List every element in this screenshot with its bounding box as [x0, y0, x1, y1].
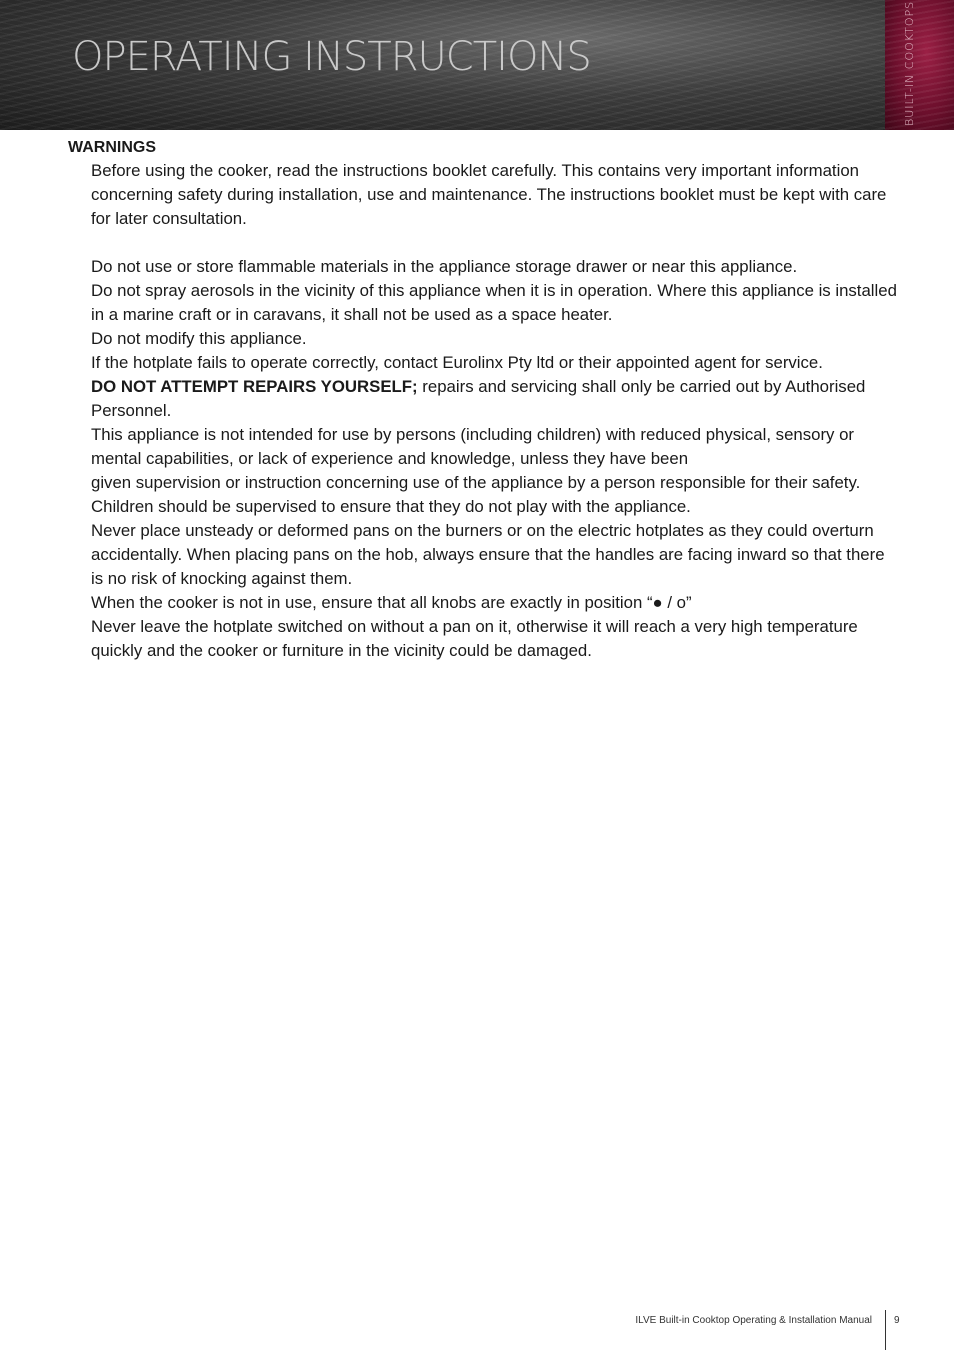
warning-paragraph-knobs: When the cooker is not in use, ensure that all knobs are exactly in position “● / o” [91, 593, 692, 612]
footer-manual-title: ILVE Built-in Cooktop Operating & Installation Manual [635, 1315, 872, 1326]
footer-divider [885, 1310, 886, 1350]
warning-paragraph-children: Children should be supervised to ensure that they do not play with the appliance. [91, 497, 691, 516]
warnings-heading: WARNINGS [68, 139, 156, 156]
page-number: 9 [894, 1315, 900, 1326]
repairs-text: repairs and servicing shall only be carried out by Authorised Personnel. [91, 377, 866, 420]
warning-paragraph-flammables: Do not use or store flammable materials in the appliance storage drawer or near this appliance. [91, 257, 798, 276]
page-title: OPERATING INSTRUCTIONS [72, 34, 591, 80]
section-side-tab [885, 0, 954, 130]
warning-paragraph-repairs [91, 375, 898, 423]
warning-paragraph-capabilities: This appliance is not intended for use by persons (including children) with reduced physical, sensory or mental capabilities, or lack of experience and knowledge, unless they have been [91, 425, 855, 468]
paragraph-gap [91, 231, 898, 255]
header-banner [0, 0, 885, 130]
warning-paragraph-aerosols: Do not spray aerosols in the vicinity of this appliance when it is in operation. Where this appliance is installed in a marine craft or in caravans, it shall not be used as a space heater. [91, 281, 897, 324]
section-side-tab-label: BUILT-IN COOKTOPS [903, 0, 916, 126]
warnings-body [68, 159, 898, 663]
warning-paragraph-modify: Do not modify this appliance. [91, 329, 307, 348]
warnings-section [68, 136, 898, 663]
warning-paragraph-supervision: given supervision or instruction concerning use of the appliance by a person responsible for their safety. [91, 473, 861, 492]
warning-paragraph-hotplate: Never leave the hotplate switched on without a pan on it, otherwise it will reach a very high temperature quickly and the cooker or furniture in the vicinity could be damaged. [91, 617, 858, 660]
warning-paragraph-service: If the hotplate fails to operate correctly, contact Eurolinx Pty ltd or their appointed agent for service. [91, 353, 823, 372]
warning-paragraph-pans: Never place unsteady or deformed pans on the burners or on the electric hotplates as they could overturn accidentally. When placing pans on the hob, always ensure that the handles are facing inward so that there is no risk of knocking against them. [91, 521, 885, 588]
repairs-emphasis: DO NOT ATTEMPT REPAIRS YOURSELF; [91, 377, 418, 396]
warning-paragraph-booklet: Before using the cooker, read the instructions booklet carefully. This contains very important information concerning safety during installation, use and maintenance. The instructions booklet must be kept with care for later consultation. [91, 161, 887, 228]
